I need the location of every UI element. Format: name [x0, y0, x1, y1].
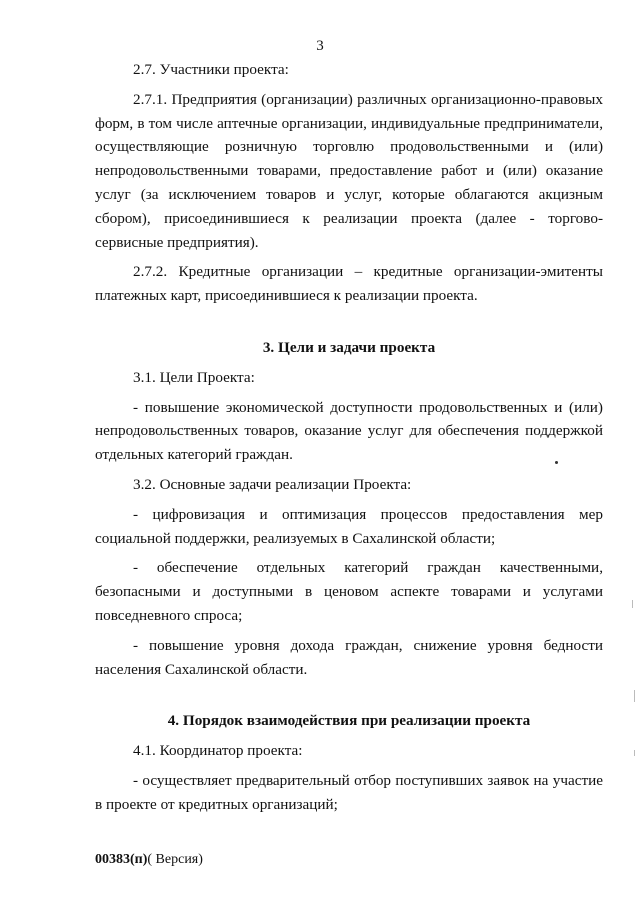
section-heading-3: 3. Цели и задачи проекта — [262, 338, 436, 356]
paragraph-3-1: 3.1. Цели Проекта: — [133, 368, 255, 386]
section-gap — [95, 687, 603, 709]
paragraph-3-2: 3.2. Основные задачи реализации Проекта: — [133, 475, 412, 493]
section-heading-4: 4. Порядок взаимодействия при реализации проекта — [167, 712, 531, 730]
scan-mark — [632, 600, 633, 608]
scan-speck — [555, 461, 558, 464]
document-body — [95, 58, 603, 823]
paragraph-2-7-1: 2.7.1. Предприятия (организации) различных организационно-правовых форм, в том числе аптечные организации, индивидуальные предприниматели, осуществляющие розничную торговлю продовольственными и (или) непродовольственными товарами, предоставление работ и (или) оказание услуг (за исключением товаров и услуг, которые облагаются акцизным сбором), присоединившиеся к реализации проекта (далее - торгово-сервисные предприятия). — [95, 90, 603, 251]
document-code: 00383(п) — [95, 852, 148, 867]
paragraph-4-1: 4.1. Координатор проекта: — [133, 742, 303, 760]
paragraph-task-1: - цифровизация и оптимизация процессов предоставления мер социальной поддержки, реализуемых в Сахалинской области; — [95, 505, 603, 547]
page-number: 3 — [316, 38, 324, 54]
document-footer — [95, 852, 203, 868]
paragraph-task-3: - повышение уровня дохода граждан, снижение уровня бедности населения Сахалинской области. — [95, 636, 603, 678]
section-gap — [95, 314, 603, 336]
scan-mark — [634, 690, 635, 702]
paragraph-2-7-2: 2.7.2. Кредитные организации – кредитные организации-эмитенты платежных карт, присоединившиеся к реализации проекта. — [95, 263, 603, 305]
paragraph-2-7: 2.7. Участники проекта: — [133, 61, 289, 78]
paragraph-goal-1: - повышение экономической доступности продовольственных и (или) непродовольственных товаров, оказание услуг для обеспечения поддержкой отдельных категорий граждан. — [95, 398, 603, 464]
scan-mark — [634, 750, 635, 756]
paragraph-task-2: - обеспечение отдельных категорий граждан качественными, безопасными и доступными в ценовом аспекте товарами и услугами повседневного спроса; — [95, 559, 603, 624]
paragraph-4-1-item-1: - осуществляет предварительный отбор поступивших заявок на участие в проекте от кредитных организаций; — [95, 771, 603, 813]
document-version: ( Версия) — [147, 852, 203, 867]
